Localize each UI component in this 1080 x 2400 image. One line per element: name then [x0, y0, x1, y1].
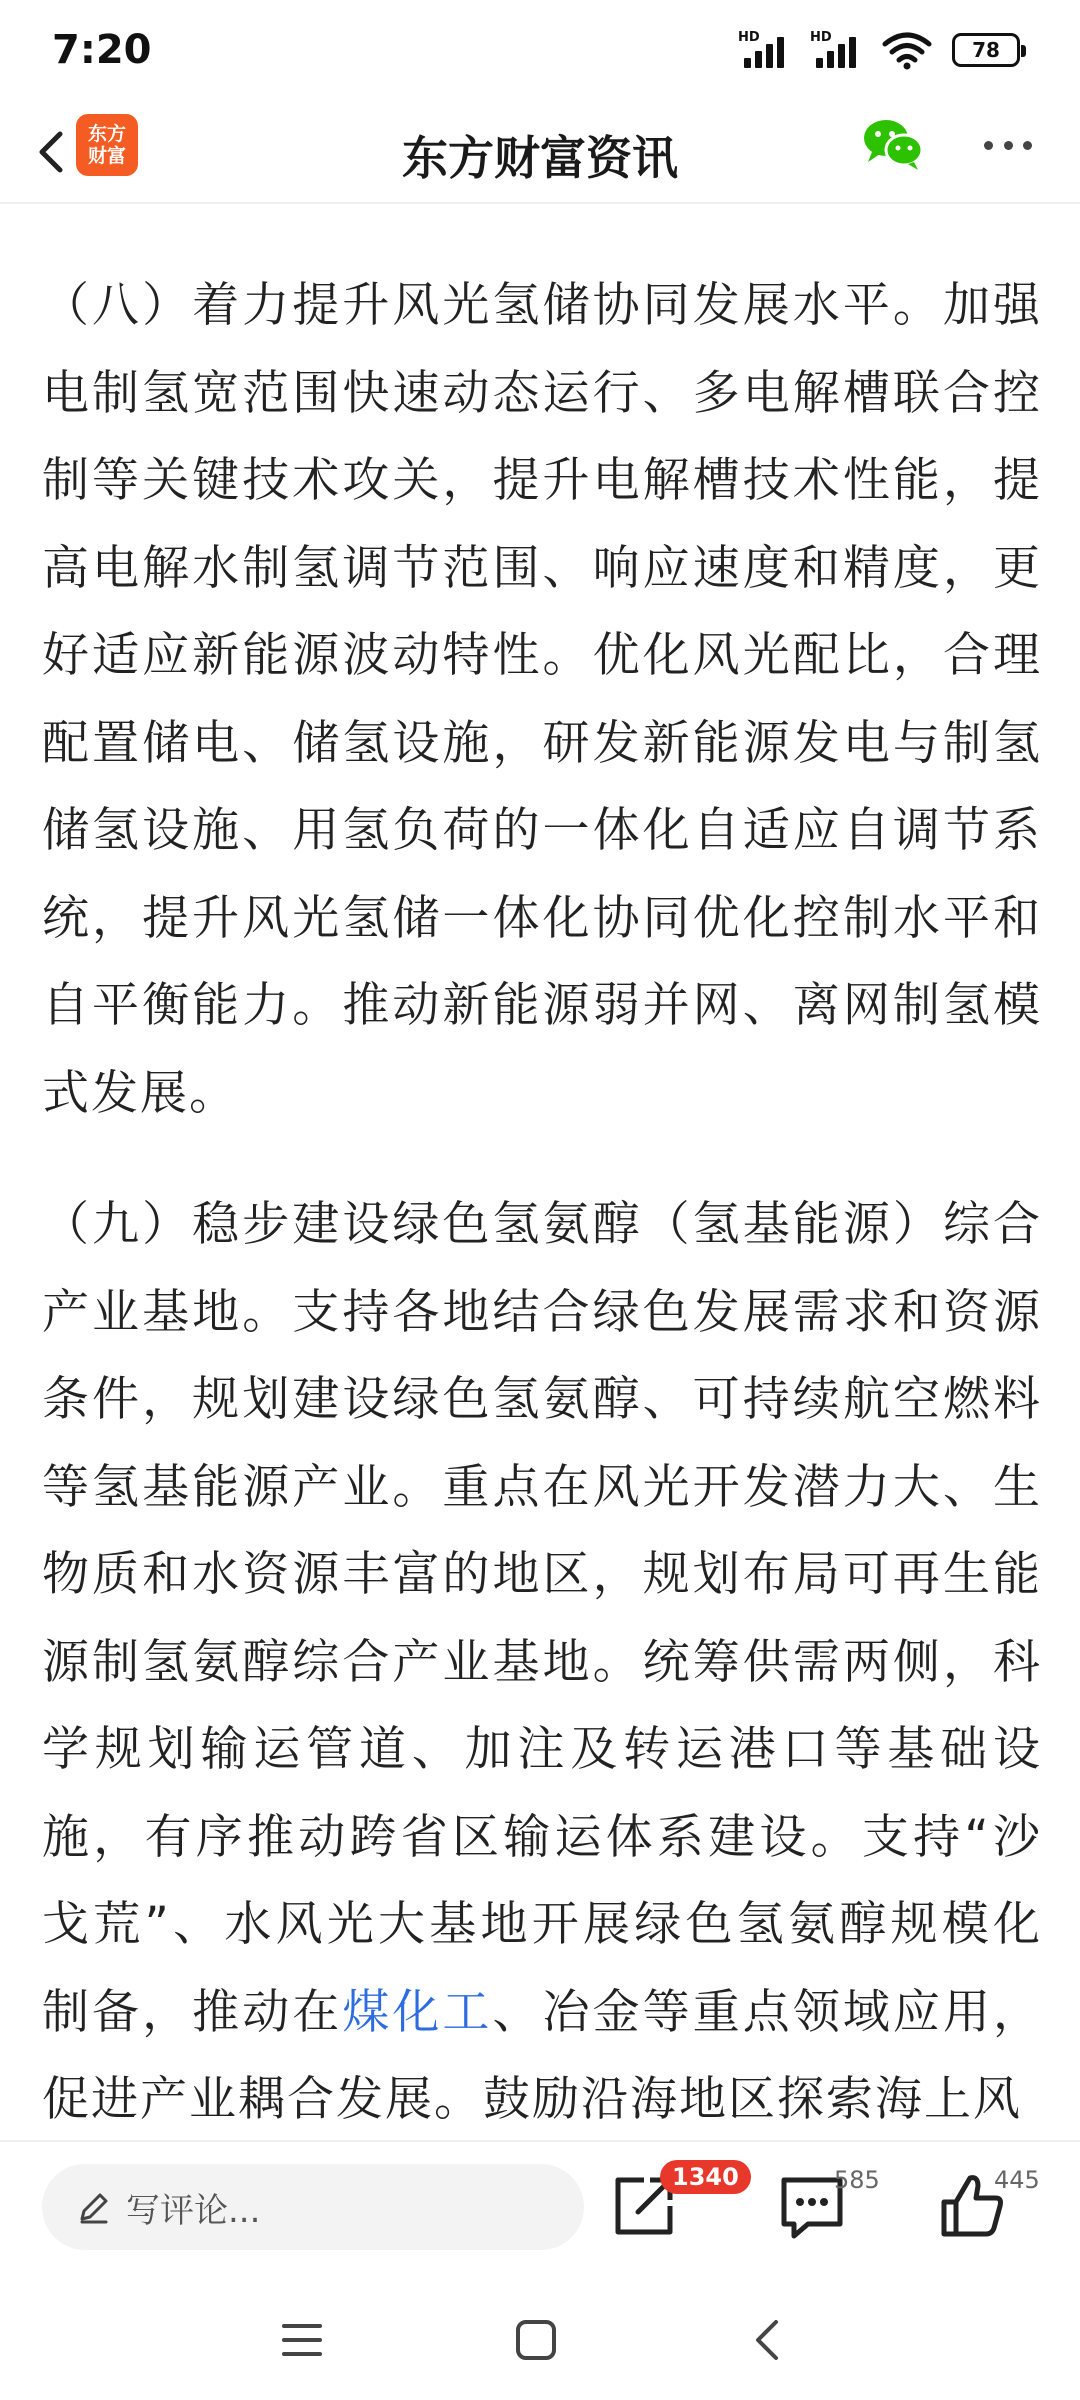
bottom-action-bar: [0, 2140, 1080, 2270]
system-back-icon[interactable]: [738, 2310, 798, 2370]
pencil-icon: [76, 2189, 112, 2225]
battery-icon: [952, 33, 1020, 67]
status-bar: [0, 0, 1080, 100]
article-paragraph-2: [42, 1181, 1042, 2142]
wechat-share-icon[interactable]: [858, 114, 928, 174]
paragraph-2-text-after-link: 、冶金等重点领域应用，促进产业耦合发展。鼓励沿海地区探索海上风: [42, 1984, 1042, 2127]
signal-hd-label-2: HD: [810, 30, 832, 45]
like-count: 445: [994, 2166, 1040, 2194]
app-header: [0, 100, 1080, 204]
comment-placeholder: 写评论...: [126, 2190, 261, 2231]
signal-icon-2: [810, 30, 868, 70]
battery-level: 78: [972, 38, 1000, 62]
share-count-badge: 1340: [660, 2160, 751, 2194]
signal-hd-label: HD: [738, 30, 760, 45]
signal-icon: [738, 30, 796, 70]
stock-link-coal-chemical[interactable]: 煤化工: [342, 1984, 493, 2040]
logo-line1: 东方: [87, 123, 126, 145]
paragraph-2-text-before-link: （九）稳步建设绿色氢氨醇（氢基能源）综合产业基地。支持各地结合绿色发展需求和资源条件，规划建设绿色氢氨醇、可持续航空燃料等氢基能源产业。重点在风光开发潜力大、生物质和水资源丰富的地区，规划布局可再生能源制氢氨醇综合产业基地。统筹供需两侧，科学规划输运管道、加注及转运港口等基础设施，有序推动跨省区输运体系建设。支持“沙戈荒”、水风光大基地开展绿色氢氨醇规模化制备，推动在: [42, 1197, 1042, 2040]
wifi-icon: [882, 30, 932, 70]
more-options-icon[interactable]: [976, 120, 1040, 170]
comment-count: 585: [834, 2166, 880, 2194]
comment-input[interactable]: [42, 2164, 584, 2250]
menu-icon[interactable]: [272, 2310, 332, 2370]
system-navigation-bar: [0, 2270, 1080, 2400]
article-paragraph-1: （八）着力提升风光氢储协同发展水平。加强电制氢宽范围快速动态运行、多电解槽联合控制等关键技术攻关，提升电解槽技术性能，提高电解水制氢调节范围、响应速度和精度，更好适应新能源波动特性。优化风光配比，合理配置储电、储氢设施，研发新能源发电与制氢储氢设施、用氢负荷的一体化自适应自调节系统，提升风光氢储一体化协同优化控制水平和自平衡能力。推动新能源弱并网、离网制氢模式发展。: [42, 278, 1042, 1121]
status-time: 7:20: [52, 27, 152, 73]
logo-line2: 财富: [87, 145, 126, 167]
article-body: [42, 262, 1042, 2142]
page-title: 东方财富资讯: [402, 131, 678, 185]
status-icons: [738, 30, 1020, 70]
home-icon[interactable]: [506, 2310, 566, 2370]
